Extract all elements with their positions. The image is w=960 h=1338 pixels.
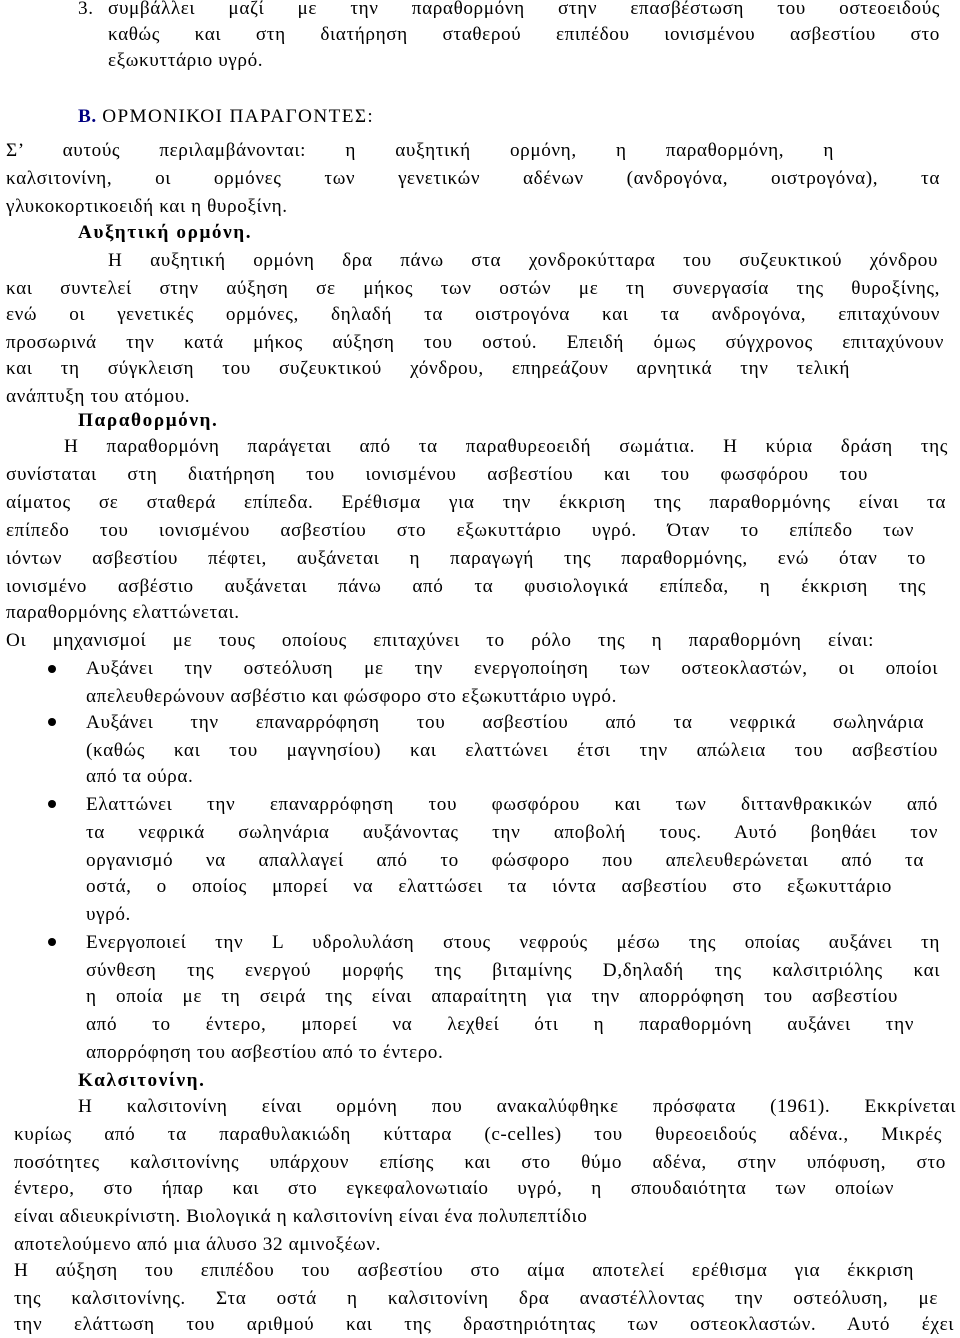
bullet-1-line-2: απελευθερώνουν ασβέστιο και φώσφορο στο εξωκυττάριο υγρό. [86, 686, 617, 707]
pth-line-2: συνίσταται στη διατήρηση του ιονισμένου ασβεστίου και του φωσφόρου του [6, 464, 868, 485]
section-intro-line-2: καλσιτονίνη, οι ορμόνες των γενετικών αδένων (ανδρογόνα, οιστρογόνα), τα [6, 168, 940, 189]
bullet-2-line-3: από τα ούρα. [86, 766, 194, 787]
bullet-4-line-4: από το έντερο, μπορεί να λεχθεί ότι η παραθορμόνη αυξάνει την [86, 1014, 914, 1035]
bullet-3-line-1: Ελαττώνει την επαναρρόφηση του φωσφόρου και των διττανθρακικών από [86, 794, 938, 815]
pth-line-4: επίπεδο του ιονισμένου ασβεστίου στο εξωκυττάριο υγρό. Όταν το επίπεδο των [6, 520, 914, 541]
gh-line-1: Η αυξητική ορμόνη δρα πάνω στα χονδροκύτταρα του συζευκτικού χόνδρου [108, 250, 938, 271]
bullet-2-line-2: (καθώς και του μαγνησίου) και ελαττώνει έτσι την απώλεια του ασβεστίου [86, 740, 938, 761]
section-intro-line-1: Σ’ αυτούς περιλαμβάνονται: η αυξητική ορμόνη, η παραθορμόνη, η [6, 140, 834, 161]
parathormone-heading: Παραθορμόνη. [78, 410, 219, 431]
calc-line-2: κυρίως από τα παραθυλακιώδη κύτταρα (c-celles) του θυρεοειδούς αδένα., Μικρές [14, 1124, 942, 1145]
pth-line-5: ιόντων ασβεστίου πέφτει, αυξάνεται η παραγωγή της παραθορμόνης, ενώ όταν το [6, 548, 926, 569]
section-title: ΟΡΜΟΝΙΚΟΙ ΠΑΡΑΓΟΝΤΕΣ: [102, 106, 375, 127]
bullet-marker [48, 718, 56, 726]
gh-line-5: και τη σύγκλειση του συζευκτικού χόνδρου, επηρεάζουν αρνητικά την τελική [6, 358, 850, 379]
mechanisms-intro: Οι μηχανισμοί με τους οποίους επιταχύνει το ρόλο της η παραθορμόνη είναι: [6, 630, 874, 651]
calc-line-9: την ελάττωση του αριθμού και της δραστηριότητας των οστεοκλαστών. Αυτό έχει [14, 1314, 954, 1335]
section-letter: Β. [78, 106, 97, 127]
gh-line-6: ανάπτυξη του ατόμου. [6, 386, 191, 407]
growth-hormone-heading: Αυξητική ορμόνη. [78, 222, 253, 243]
bullet-3-line-2: τα νεφρικά σωληνάρια αυξάνοντας την αποβολή τους. Αυτό βοηθάει τον [86, 822, 938, 843]
calc-line-4: έντερο, στο ήπαρ και στο εγκεφαλονωτιαίο υγρό, η σπουδαιότητα των οποίων [14, 1178, 894, 1199]
calcitonin-heading: Καλσιτονίνη. [78, 1070, 206, 1091]
intro-line-3: εξωκυττάριο υγρό. [108, 50, 264, 71]
bullet-4-line-5: απορρόφηση του ασβεστίου από το έντερο. [86, 1042, 444, 1063]
bullet-3-line-4: οστά, ο οποίος μπορεί να ελαττώσει τα ιόντα ασβεστίου στο εξωκυττάριο [86, 876, 892, 897]
gh-line-3: ενώ οι γενετικές ορμόνες, δηλαδή τα οιστρογόνα και τα ανδρογόνα, επιταχύνουν [6, 304, 940, 325]
calc-line-7: Η αύξηση του επιπέδου του ασβεστίου στο αίμα αποτελεί ερέθισμα για έκκριση [14, 1260, 914, 1281]
bullet-3-line-3: οργανισμό να απαλλαγεί από το φώσφορο που απελευθερώνεται από τα [86, 850, 924, 871]
calc-line-6: αποτελούμενο από μια άλυσο 32 αμινοξέων. [14, 1234, 382, 1255]
bullet-marker [48, 665, 56, 673]
bullet-1-line-1: Αυξάνει την οστεόλυση με την ενεργοποίηση των οστεοκλαστών, οι οποίοι [86, 658, 938, 679]
calc-line-3: ποσότητες καλσιτονίνης υπάρχουν επίσης και στο θύμο αδένα, στην υπόφυση, στο [14, 1152, 946, 1173]
gh-line-4: προσωρινά την κατά μήκος αύξηση του οστού. Επειδή όμως σύγχρονος επιταχύνουν [6, 332, 944, 353]
intro-line-1: συμβάλλει μαζί με την παραθορμόνη στην επασβέστωση του οστεοειδούς [108, 0, 940, 19]
pth-line-1: Η παραθορμόνη παράγεται από τα παραθυρεοειδή σωμάτια. Η κύρια δράση της [64, 436, 948, 457]
bullet-marker [48, 938, 56, 946]
calc-line-5: είναι αδιευκρίνιστη. Βιολογικά η καλσιτονίνη είναι ένα πολυπεπτίδιο [14, 1206, 588, 1227]
section-heading [78, 104, 960, 130]
list-number: 3. [78, 0, 94, 19]
bullet-marker [48, 800, 56, 808]
section-intro-line-3: γλυκοκορτικοειδή και η θυροξίνη. [6, 196, 288, 217]
bullet-2-line-1: Αυξάνει την επαναρρόφηση του ασβεστίου από τα νεφρικά σωληνάρια [86, 712, 924, 733]
calc-line-8: της καλσιτονίνης. Στα οστά η καλσιτονίνη δρα αναστέλλοντας την οστεόλυση, με [14, 1288, 938, 1309]
pth-line-6: ιονισμένο ασβέστιο αυξάνεται πάνω από τα φυσιολογικά επίπεδα, η έκκριση της [6, 576, 926, 597]
bullet-4-line-2: σύνθεση της ενεργού μορφής της βιταμίνης D,δηλαδή της καλσιτριόλης και [86, 960, 940, 981]
bullet-4-line-3: η οποία με τη σειρά της είναι απαραίτητη για την απορρόφηση του ασβεστίου [86, 986, 898, 1007]
bullet-3-line-5: υγρό. [86, 904, 131, 925]
calc-line-1: Η καλσιτονίνη είναι ορμόνη που ανακαλύφθηκε πρόσφατα (1961). Εκκρίνεται [78, 1096, 956, 1117]
intro-line-2: καθώς και στη διατήρηση σταθερού επιπέδου ιονισμένου ασβεστίου στο [108, 24, 940, 45]
bullet-4-line-1: Ενεργοποιεί την L υδρολυλάση στους νεφρούς μέσω της οποίας αυξάνει τη [86, 932, 940, 953]
pth-line-3: αίματος σε σταθερά επίπεδα. Ερέθισμα για την έκκριση της παραθορμόνης είναι τα [6, 492, 946, 513]
gh-line-2: και συντελεί στην αύξηση σε μήκος των οστών με τη συνεργασία της θυροξίνης, [6, 278, 940, 299]
pth-line-7: παραθορμόνης ελαττώνεται. [6, 602, 240, 623]
